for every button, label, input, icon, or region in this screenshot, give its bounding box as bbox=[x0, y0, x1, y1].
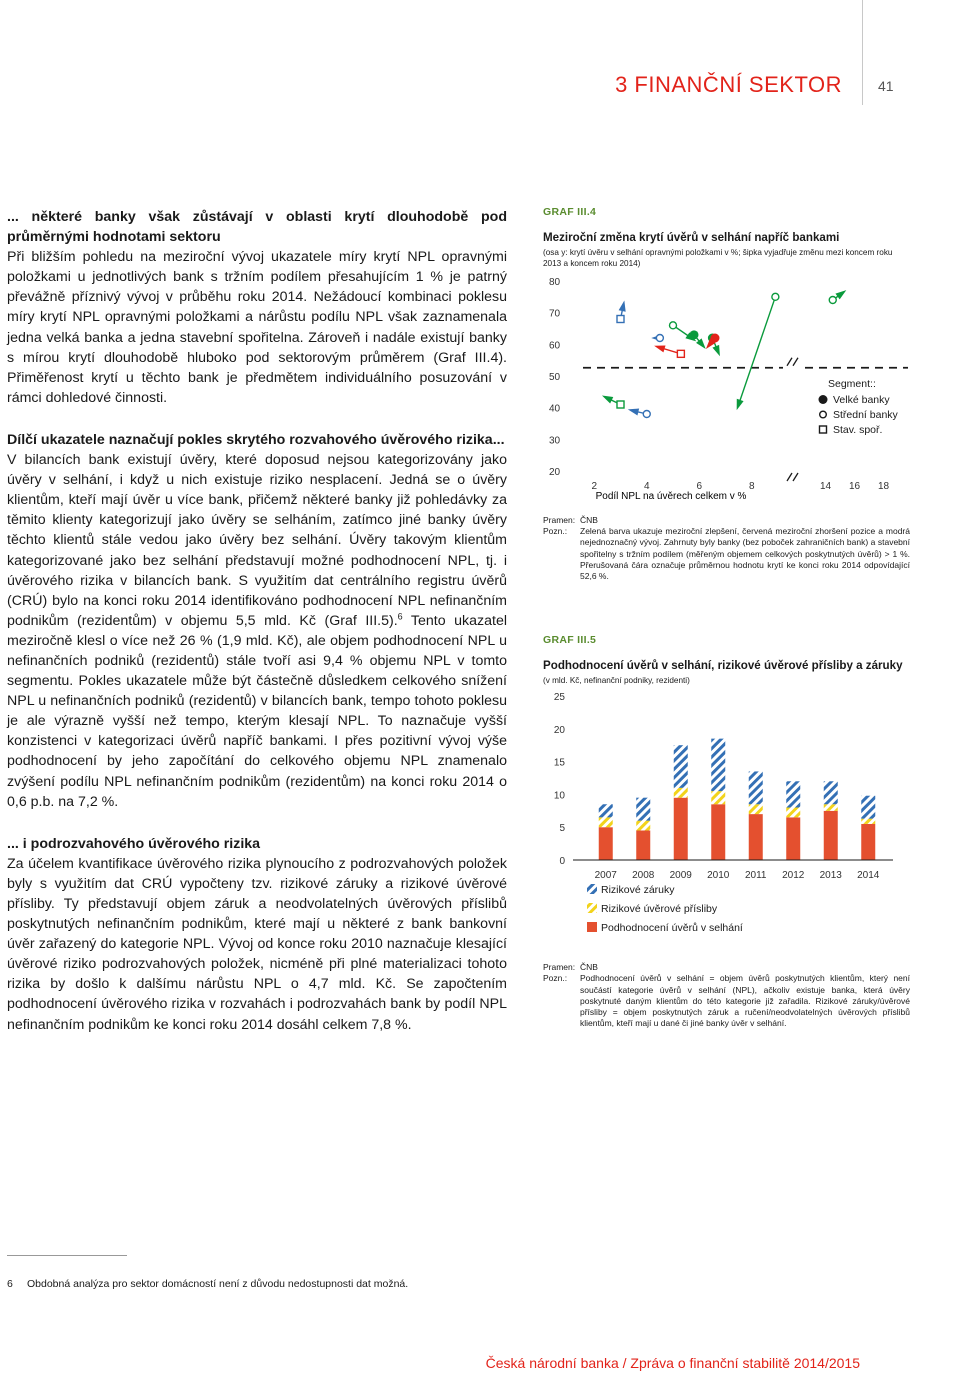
graf4-x-tick-label: 4 bbox=[643, 481, 650, 492]
footnote-ref[interactable]: 6 bbox=[397, 611, 403, 622]
graf5-bar-segment bbox=[674, 798, 688, 860]
graf4-note: Zelená barva ukazuje meziroční zlepšení, červená meziroční zhoršení pozice a modrá nejednoznačný vývoj. Zahrnuty byly banky (bez poboček zahraničních bank) a stavební spořitelny s tržním podílem (měřeným objemem celkových poskytnutých úvěrů) > 1 %. Přerušovaná čára označuje průměrnou hodnotu krytí ke konci roku 2014 odpovídající 52,6 %. bbox=[580, 526, 910, 582]
graf5-legend-swatch bbox=[587, 884, 597, 894]
graf5-legend-label: Rizikové záruky bbox=[601, 884, 675, 897]
graf5-y-tick-label: 5 bbox=[559, 823, 565, 835]
graf5-bar-chart bbox=[543, 686, 910, 958]
graf4-source-key: Pramen: bbox=[543, 515, 576, 525]
footnote-divider bbox=[7, 1255, 127, 1256]
graf5-y-tick-label: 20 bbox=[553, 725, 565, 737]
heading-onbalance-risk: Dílčí ukazatele naznačují pokles skrytého rozvahového úvěrového rizika... bbox=[7, 431, 505, 448]
graf4-axis-break-mark bbox=[787, 473, 792, 481]
graf5-bar-segment bbox=[711, 791, 725, 804]
graf4-arrow-head bbox=[835, 290, 846, 299]
graf5-y-tick-label: 15 bbox=[553, 757, 565, 769]
graf4-axis-break-mark bbox=[787, 358, 792, 366]
graf5-bar-segment bbox=[636, 831, 650, 861]
graf4-arrow-line bbox=[739, 297, 776, 405]
graf5-note-key: Pozn.: bbox=[543, 973, 568, 984]
graf4-marker-savings-bank bbox=[617, 401, 624, 408]
graf4-title: Meziroční změna krytí úvěrů v selhání napříč bankami bbox=[543, 231, 840, 244]
graf5-x-tick-label: 2008 bbox=[632, 870, 655, 882]
graf5-title: Podhodnocení úvěrů v selhání, rizikové úvěrové přísliby a záruky bbox=[543, 659, 903, 673]
graf5-bar-segment bbox=[599, 827, 613, 860]
graf5-x-tick-label: 2014 bbox=[857, 870, 880, 882]
graf5-bar-segment bbox=[824, 804, 838, 811]
graf4-marker-medium-bank bbox=[829, 297, 836, 304]
graf5-bar-segment bbox=[861, 824, 875, 860]
graf4-y-tick-label: 40 bbox=[549, 403, 561, 415]
graf5-bar-segment bbox=[749, 814, 763, 860]
graf4-legend-marker-medium bbox=[820, 411, 827, 418]
graf4-x-tick-label: 18 bbox=[877, 481, 890, 492]
paragraph-offbalance-risk: Za účelem kvantifikace úvěrového rizika plynoucího z podrozvahových položek byly s využitím dat CRÚ vypočteny tzv. rizikové záruky a rizikové úvěrové přísliby. Ty představují objem záruk a neodvolatelných úvěrových příslibů poskytnutých nefinančním podnikům, které mají u některé z bank bankovní úvěr zařazený do kategorie NPL. Vývoj od konce roku 2010 naznačuje klesající úvěrové riziko podrozvahových položek, nicméně při plné materializaci tohoto rizika by došlo k dalšímu nárůstu NPL o 4,7 mld. Kč. Se započtením podhodnocení úvěrového rizika v rozvahách i podrozvahách bank by podíl NPL nefinančním podnikům ke konci roku 2014 dosáhl celkem 7,8 %. bbox=[7, 855, 507, 1033]
graf5-y-tick-label: 0 bbox=[559, 856, 565, 868]
graf5-label: GRAF III.5 bbox=[543, 634, 597, 647]
graf4-source: ČNB bbox=[580, 515, 598, 525]
footnote-text: Obdobná analýza pro sektor domácností není z důvodu nedostupnosti dat možná. bbox=[27, 1278, 409, 1290]
graf5-x-tick-label: 2010 bbox=[707, 870, 730, 882]
graf5-y-tick-label: 25 bbox=[553, 692, 565, 704]
heading-coverage: ... některé banky však zůstávají v oblasti krytí dlouhodobě pod průměrnými hodnotami sektoru bbox=[7, 209, 507, 246]
graf5-subtitle: (v mld. Kč, nefinanční podniky, rezidenti) bbox=[543, 676, 690, 686]
graf4-arrow-head bbox=[737, 399, 744, 410]
heading-offbalance-risk: ... i podrozvahového úvěrového rizika bbox=[7, 835, 261, 852]
footnote bbox=[7, 1278, 408, 1290]
graf5-bar-segment bbox=[824, 811, 838, 860]
graf4-arrow-head bbox=[628, 408, 639, 415]
paragraph-onbalance-risk bbox=[7, 450, 507, 812]
graf5-notes bbox=[543, 962, 910, 1029]
charts-column bbox=[543, 206, 910, 1029]
graf5-bar-segment bbox=[749, 804, 763, 814]
graf4-x-tick-label: 8 bbox=[748, 481, 755, 492]
graf4-y-tick-label: 70 bbox=[549, 308, 561, 320]
graf4-notes bbox=[543, 515, 910, 582]
paragraph-onbalance-part1: V bilancích bank existují úvěry, které doposud nejsou kategorizovány jako úvěry v selhání, i když u nich existuje riziko nesplacení. Jedná se o úvěry klientům, kteří mají úvěr u více bank, přičemž některé banky již pohledávky za těmito klienty kategorizují jako úvěry se selháním, zatímco jiné banky úvěry těchto klientů stále vedou jako úvěry bez selhání. Úvěry takovým klientům kategorizované jako bez selhání představují možné podhodnocení NPL, tj. i úvěrového rizika v bilancích bank. S využitím dat centrálního registru úvěrů (CRÚ) bylo na konci roku 2014 identifikováno podhodnocení NPL nefinančním podnikům (rezidentům) v objemu 5,5 mld. Kč (Graf III.5). bbox=[7, 452, 507, 629]
graf5-legend-swatch bbox=[587, 903, 597, 913]
paragraph-onbalance-part2: Tento ukazatel meziročně klesl o více než 26 % (1,9 mld. Kč), ale objem podhodnocení NPL u nefinančních podniků (rezidentů) stále tvoří asi 9,4 % objemu NPL v tomto segmentu. Pokles ukazatele může být částečně důsledkem celkového snížení NPL u nefinančních podniků (rezidentů) v bilancích bank, tempo tohoto poklesu je ale výrazně vyšší než tempo, kterým klesají NPL. To naznačuje vyšší konzistenci v kategorizaci úvěrů napříč bankami. I přes pozitivní vývoj výše podhodnocení by jeho započítání do celkového objemu NPL znamenalo zvýšení podílu NPL nefinančním podnikům (rezidentům) na konci roku 2014 o 0,6 p.b. na 7,2 %. bbox=[7, 612, 508, 810]
graf5-source-key: Pramen: bbox=[543, 962, 576, 973]
section-title: 3 FINANČNÍ SEKTOR bbox=[615, 72, 842, 97]
graf4-y-tick-label: 20 bbox=[549, 467, 561, 478]
graf5-bar-segment bbox=[711, 804, 725, 860]
graf5-legend-label: Podhodnocení úvěrů v selhání bbox=[601, 922, 743, 935]
paragraph-coverage: Při bližším pohledu na meziroční vývoj ukazatele míry krytí NPL opravnými položkami u jednotlivých bank s tržním podílem přesahujícím 1 % je patrný převážně příznivý vývoj v průběhu roku 2014. Nežádoucí kombinaci poklesu míry krytí NPL opravnými položkami a nárůstu podílu NPL však zaznamenala jedna velká banka a jedna stavební spořitelna. Zároveň i nadále existují banky s mírou krytí dlouhodobě hluboko pod sektorovým průměrem (Graf III.4). Přiměřenost krytí u těchto bank je předmětem individuálního posuzování v rámci dohledové činnosti. bbox=[7, 249, 507, 406]
graf4-legend-title: Segment:: bbox=[828, 378, 876, 390]
graf5-bar-segment bbox=[599, 818, 613, 828]
graf4-y-tick-label: 60 bbox=[549, 340, 561, 352]
graf5-note: Podhodnocení úvěrů v selhání = objem úvěrů poskytnutých klientům, který není součástí kategorie úvěrů v selhání (NPL), ačkoliv existuje banka, která úvěry poskytnuté daným klientům do této kategorie již zařadila. Rizikové záruky/úvěrové přísliby = objem poskytnutých záruk a ručení/neodvolatelných úvěrových příslibů klientům, kteří mají u dané či jiné banky úvěr v selhání. bbox=[580, 973, 910, 1029]
graf5-bar-segment bbox=[674, 788, 688, 798]
graf4-y-tick-label: 80 bbox=[549, 277, 561, 288]
graf5-bar-segment bbox=[711, 739, 725, 791]
graf4-x-tick-label: 6 bbox=[696, 481, 703, 492]
graf5-bar-segment bbox=[636, 798, 650, 821]
page-number: 41 bbox=[878, 78, 894, 94]
graf4-marker-large-bank bbox=[711, 334, 720, 343]
graf4-x-tick-label: 14 bbox=[819, 481, 832, 492]
graf4-marker-medium-bank bbox=[670, 322, 677, 329]
graf4-axis-break-mark bbox=[793, 473, 798, 481]
graf5-x-tick-label: 2011 bbox=[744, 870, 767, 882]
graf4-marker-savings-bank bbox=[677, 350, 684, 357]
graf4-x-tick-label: 2 bbox=[591, 481, 598, 492]
graf5-bar-segment bbox=[599, 804, 613, 817]
graf4-y-tick-label: 30 bbox=[549, 435, 561, 447]
graf5-bar-segment bbox=[786, 781, 800, 807]
graf4-arrow-head bbox=[619, 300, 626, 311]
graf5-bar-segment bbox=[636, 821, 650, 831]
graf5-bar-segment bbox=[786, 818, 800, 861]
graf4-scatter-chart bbox=[543, 269, 910, 509]
graf5-source: ČNB bbox=[580, 962, 598, 973]
graf4-legend-label: Střední banky bbox=[833, 409, 898, 421]
graf4-x-tick-label: 16 bbox=[848, 481, 861, 492]
graf5-x-tick-label: 2009 bbox=[669, 870, 692, 882]
main-text-column bbox=[7, 207, 507, 1035]
graf4-arrow-head bbox=[654, 345, 665, 352]
graf4-y-tick-label: 50 bbox=[549, 372, 561, 383]
graf4-subtitle: (osa y: krytí úvěru v selhání opravnými položkami v %; šipka vyjadřuje změnu mezi koncem roku 2013 a koncem roku 2014) bbox=[543, 248, 893, 268]
graf5-x-tick-label: 2012 bbox=[782, 870, 805, 882]
graf4-marker-medium-bank bbox=[656, 335, 663, 342]
graf4-legend-marker-large bbox=[819, 395, 828, 404]
graf5-legend-swatch bbox=[587, 922, 597, 932]
graf5-legend-label: Rizikové úvěrové přísliby bbox=[601, 903, 718, 916]
graf4-axis-break-mark bbox=[793, 358, 798, 366]
graf5-bar-segment bbox=[674, 745, 688, 788]
graf5-x-tick-label: 2007 bbox=[594, 870, 617, 882]
graf4-note-key: Pozn.: bbox=[543, 526, 568, 537]
footnote-number: 6 bbox=[7, 1278, 13, 1290]
graf5-bar-segment bbox=[824, 781, 838, 804]
page-footer: Česká národní banka / Zpráva o finanční stabilitě 2014/2015 bbox=[485, 1355, 860, 1371]
graf5-x-tick-label: 2013 bbox=[819, 870, 842, 882]
graf4-marker-medium-bank bbox=[643, 411, 650, 418]
graf4-label: GRAF III.4 bbox=[543, 206, 597, 218]
graf4-legend-label: Stav. spoř. bbox=[833, 424, 883, 436]
graf4-legend-label: Velké banky bbox=[833, 394, 890, 406]
header-divider bbox=[862, 0, 863, 105]
graf5-bar-segment bbox=[861, 819, 875, 824]
graf4-arrow-head bbox=[712, 345, 719, 356]
graf5-bar-segment bbox=[749, 772, 763, 805]
graf4-legend-marker-savings bbox=[820, 426, 827, 433]
graf4-x-axis-label: Podíl NPL na úvěrech celkem v % bbox=[595, 491, 747, 502]
graf4-marker-medium-bank bbox=[772, 293, 779, 300]
graf4-marker-savings-bank bbox=[617, 316, 624, 323]
graf5-bar-segment bbox=[786, 808, 800, 818]
graf5-y-tick-label: 10 bbox=[553, 790, 565, 802]
graf5-bar-segment bbox=[861, 796, 875, 819]
graf4-arrow-head bbox=[602, 396, 613, 404]
